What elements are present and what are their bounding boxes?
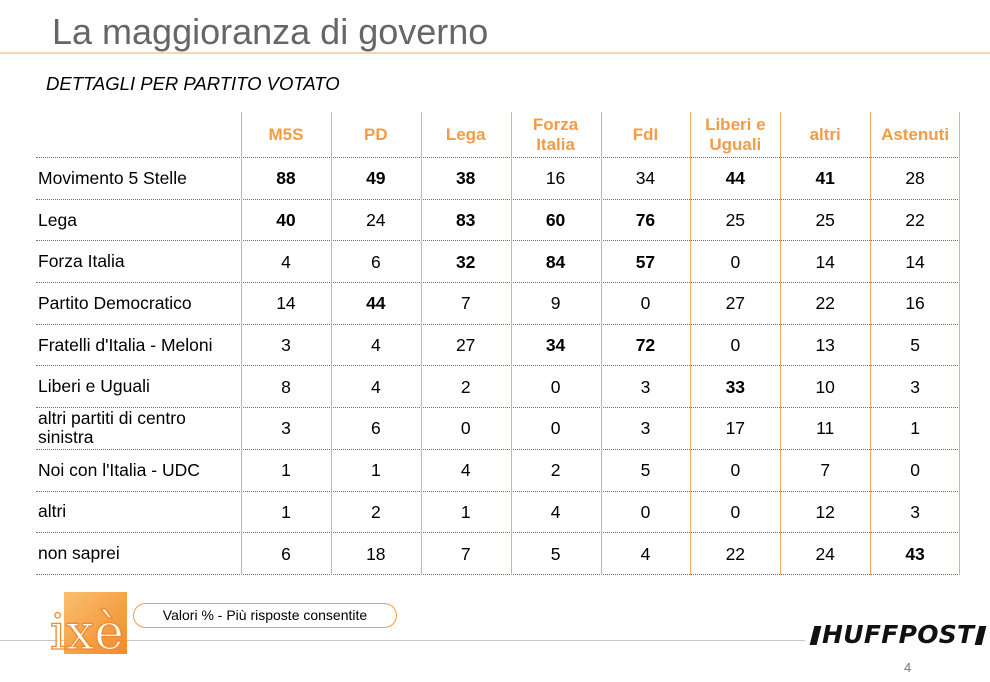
table-cell-value: 4	[370, 335, 381, 356]
row-label: Forza Italia	[38, 251, 125, 272]
column-header-forza-italia: Forza Italia	[532, 114, 579, 154]
table-cell-value: 0	[730, 251, 741, 272]
table-cell-value: 7	[460, 293, 471, 314]
table-cell-value: 0	[640, 501, 651, 522]
table-cell-value: 4	[550, 501, 561, 522]
table-cell-value: 5	[550, 543, 561, 564]
table-cell-value: 3	[281, 335, 291, 356]
row-label: Fratelli d'Italia - Meloni	[38, 334, 213, 355]
column-header-liberi-e-uguali: Liberi e Uguali	[705, 114, 766, 154]
table-cell-value: 3	[640, 418, 651, 439]
table-cell-value: 14	[905, 251, 925, 272]
row-label: Partito Democratico	[38, 292, 192, 313]
table-cell-value: 14	[815, 251, 835, 272]
table-cell-value: 11	[816, 418, 835, 439]
table-cell-value: 16	[905, 293, 925, 314]
row-label: non saprei	[38, 543, 120, 564]
table-cell-value: 44	[725, 168, 746, 189]
table-row	[36, 325, 960, 367]
table-cell-value: 32	[455, 251, 476, 272]
table-cell-value: 16	[545, 168, 566, 189]
table-cell-value: 38	[455, 168, 476, 189]
table-cell-value: 76	[635, 210, 656, 231]
table-title: DETTAGLI PER PARTITO VOTATO	[46, 73, 340, 94]
table-cell-value: 6	[370, 418, 381, 439]
table-cell-value: 25	[815, 210, 835, 231]
table-cell-value: 8	[281, 376, 291, 397]
row-label: Liberi e Uguali	[38, 376, 150, 397]
table-cell-value: 1	[910, 418, 920, 439]
table-cell-value: 57	[635, 251, 656, 272]
table-cell-value: 49	[366, 168, 386, 189]
table-cell-value: 22	[815, 293, 835, 314]
huffpost-logo-bar-left	[810, 626, 822, 645]
table-row	[36, 158, 960, 200]
table-cell-value: 0	[730, 501, 741, 522]
table-cell-value: 88	[276, 168, 296, 189]
table-row	[36, 533, 960, 575]
table-cell-value: 4	[460, 460, 471, 481]
table-row	[36, 408, 960, 450]
column-header-fdi: FdI	[632, 124, 659, 144]
table-row	[36, 450, 960, 492]
huffpost-logo-bar-right	[975, 626, 987, 645]
slide-title: La maggioranza di governo	[52, 11, 489, 52]
table-cell-value: 84	[545, 251, 566, 272]
table-cell-value: 6	[281, 543, 291, 564]
table-cell-value: 5	[640, 460, 651, 481]
table-cell-value: 2	[370, 501, 381, 522]
row-label: Movimento 5 Stelle	[38, 167, 187, 188]
row-label: Lega	[38, 209, 77, 230]
table-cell-value: 44	[366, 293, 386, 314]
table-row	[36, 241, 960, 283]
table-cell-value: 1	[281, 460, 291, 481]
ixe-logo-text: ixè	[50, 603, 124, 661]
huffpost-logo-text: HUFFPOST	[822, 620, 975, 649]
table-cell-value: 43	[905, 543, 925, 564]
table-cell-value: 41	[815, 168, 835, 189]
huffpost-logo	[812, 622, 984, 648]
table-cell-value: 33	[725, 376, 746, 397]
table-row	[36, 283, 960, 325]
table-cell-value: 7	[460, 543, 471, 564]
table-cell-value: 5	[910, 335, 920, 356]
table-cell-value: 0	[910, 460, 920, 481]
table-cell-value: 22	[725, 543, 746, 564]
table-cell-value: 40	[276, 210, 296, 231]
table-cell-value: 27	[725, 293, 746, 314]
table-cell-value: 83	[455, 210, 476, 231]
table-cell-value: 3	[281, 418, 291, 439]
table-cell-value: 60	[545, 210, 566, 231]
table-cell-value: 24	[815, 543, 835, 564]
table-cell-value: 14	[276, 293, 296, 314]
table-cell-value: 0	[640, 293, 651, 314]
table-cell-value: 4	[640, 543, 651, 564]
values-note: Valori % - Più risposte consentite	[133, 603, 397, 628]
table-cell-value: 1	[370, 460, 381, 481]
table-cell-value: 4	[281, 251, 291, 272]
table-cell-value: 4	[370, 376, 381, 397]
column-header-lega: Lega	[445, 124, 486, 144]
table-corner-cell	[36, 112, 241, 157]
table-cell-value: 72	[635, 335, 656, 356]
table-cell-value: 0	[730, 460, 741, 481]
table-cell-value: 28	[905, 168, 925, 189]
column-header-astenuti: Astenuti	[881, 124, 950, 144]
row-label: altri	[38, 501, 67, 522]
table-cell-value: 10	[815, 376, 835, 397]
table-cell-value: 3	[640, 376, 651, 397]
table-cell-value: 2	[550, 460, 561, 481]
table-cell-value: 18	[366, 543, 386, 564]
table-cell-value: 0	[550, 418, 561, 439]
table-cell-value: 13	[815, 335, 835, 356]
table-cell-value: 3	[910, 376, 920, 397]
table-cell-value: 22	[905, 210, 925, 231]
table-row	[36, 492, 960, 534]
table-cell-value: 27	[455, 335, 476, 356]
table-cell-value: 2	[460, 376, 471, 397]
table-cell-value: 7	[820, 460, 831, 481]
table-cell-value: 6	[370, 251, 381, 272]
results-table	[36, 112, 960, 575]
row-label: altri partiti di centro sinistra	[38, 408, 186, 448]
table-cell-value: 34	[545, 335, 566, 356]
table-cell-value: 0	[550, 376, 561, 397]
table-cell-value: 24	[366, 210, 386, 231]
column-header-pd: PD	[364, 124, 388, 144]
table-cell-value: 12	[815, 501, 835, 522]
table-cell-value: 34	[635, 168, 656, 189]
table-cell-value: 1	[281, 501, 291, 522]
ixe-logo	[46, 588, 130, 661]
table-cell-value: 1	[460, 501, 471, 522]
table-header-row	[36, 112, 960, 158]
row-label: Noi con l'Italia - UDC	[38, 459, 200, 480]
table-cell-value: 25	[725, 210, 746, 231]
table-cell-value: 0	[730, 335, 741, 356]
page-number: 4	[904, 660, 912, 675]
table-cell-value: 0	[460, 418, 471, 439]
column-header-m5s: M5S	[268, 124, 304, 144]
table-cell-value: 17	[725, 418, 746, 439]
table-row	[36, 366, 960, 408]
title-underline	[0, 52, 990, 54]
table-row	[36, 200, 960, 242]
column-header-altri: altri	[809, 124, 841, 144]
table-cell-value: 3	[910, 501, 920, 522]
table-cell-value: 9	[550, 293, 561, 314]
